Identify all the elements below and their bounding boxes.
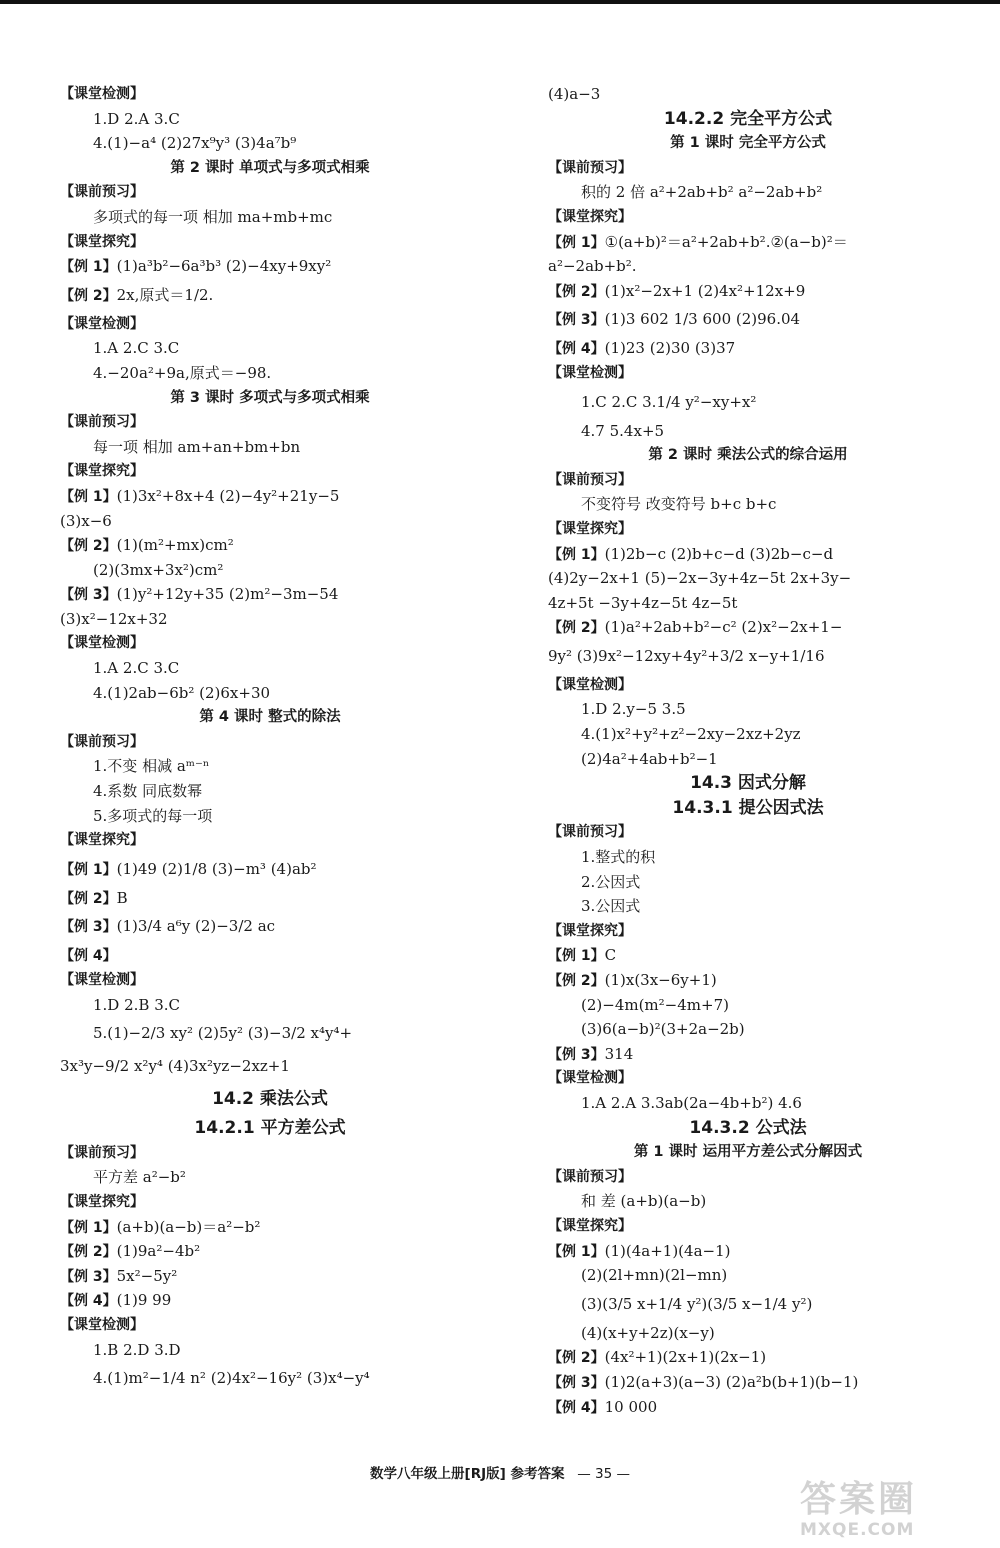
example-answer [60,1239,480,1264]
example-label: 【例 3】 [548,1374,605,1391]
example-label: 【例 1】 [548,234,605,251]
section-tag: 【课堂探究】 [548,1217,632,1234]
example-answer [548,1042,948,1067]
section-tag: 【课堂检测】 [60,86,144,102]
example-label: 【例 3】 [60,1268,117,1285]
answer-line: (3)x−6 [60,511,112,530]
lesson-heading: 第 1 课时 完全平方公式 [670,135,826,152]
answer-line: 4.(1)2ab−6b² (2)6x+30 [93,683,271,702]
footer-title: 数学八年级上册[RJ版] 参考答案 [370,1466,565,1482]
answer-line: 1.D 2.y−5 3.5 [581,700,686,719]
example-answer [60,910,480,943]
section-tag: 【课堂探究】 [60,233,144,250]
answer-line: 4.(1)x²+y²+z²−2xy−2xz+2yz [581,725,801,744]
example-answer [60,1288,480,1313]
lesson-heading: 第 2 课时 乘法公式的综合运用 [648,447,848,464]
answer-line: 1.不变 相减 aᵐ⁻ⁿ [93,757,210,776]
section-tag: 【课堂探究】 [548,520,632,537]
example-label: 【例 1】 [60,488,117,505]
section-tag: 【课堂探究】 [548,208,632,225]
answer-line: (2)4a²+4ab+b²−1 [581,749,718,768]
example-text: (1)x²−2x+1 (2)4x²+12x+9 [604,281,806,300]
example-label: 【例 1】 [60,861,117,878]
example-text: 10 000 [604,1397,658,1416]
example-text: (1)23 (2)30 (3)37 [604,339,736,358]
example-label: 【例 2】 [548,620,605,637]
example-label: 【例 3】 [60,587,117,604]
answer-line: 多项式的每一项 相加 ma+mb+mc [93,207,333,226]
answer-line: (2)−4m(m²−4m+7) [581,995,729,1014]
section-heading: 14.3.1 提公因式法 [672,797,824,818]
example-text: (1)(4a+1)(4a−1) [604,1241,731,1260]
answer-line: 1.C 2.C 3.1/4 y²−xy+x² [581,392,757,411]
right-column [548,82,948,1419]
example-label: 【例 1】 [548,948,605,965]
answer-line: 4.(1)m²−1/4 n² (2)4x²−16y² (3)x⁴−y⁴ [93,1369,370,1388]
example-text: (1)3/4 a⁶y (2)−3/2 ac [116,917,276,936]
answer-line: 3x³y−9/2 x²y⁴ (4)3x²yz−2xz+1 [60,1057,290,1076]
watermark-logo [800,1480,990,1540]
answer-line: 4.−20a²+9a,原式＝−98. [93,363,272,382]
answer-line: 1.A 2.C 3.C [93,339,180,358]
example-text: (1)a²+2ab+b²−c² (2)x²−2x+1− [604,618,843,637]
example-text: (4x²+1)(2x+1)(2x−1) [604,1348,767,1367]
example-text: (1)2b−c (2)b+c−d (3)2b−c−d [604,544,834,563]
section-tag: 【课堂检测】 [60,635,144,652]
example-label: 【例 3】 [548,312,605,329]
section-heading: 14.3.2 公式法 [689,1117,807,1138]
section-tag: 【课堂检测】 [60,972,144,988]
example-label: 【例 2】 [60,890,117,907]
section-tag: 【课前预习】 [60,184,144,201]
section-tag: 【课堂检测】 [548,676,632,693]
example-answer [60,943,480,968]
example-text: (1)3 602 1/3 600 (2)96.04 [604,310,801,329]
answer-line: 每一项 相加 am+an+bm+bn [93,437,301,456]
section-tag: 【课前预习】 [60,414,144,431]
lesson-heading: 第 1 课时 运用平方差公式分解因式 [633,1144,863,1161]
section-tag: 【课堂探究】 [60,832,144,849]
answer-line: 和 差 (a+b)(a−b) [581,1192,707,1211]
example-text: (a+b)(a−b)＝a²−b² [116,1217,261,1236]
example-answer [60,886,480,911]
answer-line: (3)(3/5 x+1/4 y²)(3/5 x−1/4 y²) [581,1294,813,1313]
section-tag: 【课前预习】 [60,733,144,750]
section-tag: 【课前预习】 [548,471,632,488]
answer-line: 3.公因式 [581,897,641,916]
answer-line: 1.D 2.B 3.C [93,995,180,1014]
example-answer [548,336,948,361]
example-text: (1)x(3x−6y+1) [604,971,717,989]
example-text: (1)2(a+3)(a−3) (2)a²b(b+1)(b−1) [604,1372,859,1391]
section-heading: 14.2.2 完全平方公式 [663,108,833,129]
watermark-url: MXQE.COM [800,1520,915,1540]
answer-line: 积的 2 倍 a²+2ab+b² a²−2ab+b² [581,183,823,202]
example-label: 【例 1】 [548,546,605,563]
answer-line: 1.A 2.C 3.C [93,659,180,678]
answer-line: 1.整式的积 [581,848,656,867]
example-answer [548,1239,948,1264]
answer-line: 不变符号 改变符号 b+c b+c [581,495,777,514]
answer-line: 4.(1)−a⁴ (2)27x⁹y³ (3)4a⁷b⁹ [93,134,297,153]
example-label: 【例 2】 [60,1244,117,1261]
answer-line: 4z+5t −3y+4z−5t 4z−5t [548,593,738,612]
answer-line: 9y² (3)9x²−12xy+4y²+3/2 x−y+1/16 [548,646,825,665]
answer-line: 5.多项式的每一项 [93,806,213,825]
example-answer [548,968,948,993]
example-answer [60,484,480,509]
answer-line: 2.公因式 [581,872,641,891]
watermark-text: 答案圈 [800,1479,918,1520]
example-answer [548,943,948,968]
example-text: (1)49 (2)1/8 (3)−m³ (4)ab² [116,859,317,878]
example-text: (1)9a²−4b² [116,1242,201,1261]
section-tag: 【课堂探究】 [60,463,144,480]
example-answer [60,279,480,312]
example-label: 【例 4】 [60,948,117,965]
left-column [60,82,480,1395]
example-answer [60,1264,480,1289]
example-label: 【例 4】 [60,1293,117,1310]
example-text: (1)3x²+8x+4 (2)−4y²+21y−5 [116,486,340,505]
example-text: B [116,888,128,907]
section-tag: 【课堂探究】 [60,1193,144,1210]
lesson-heading: 第 4 课时 整式的除法 [199,709,341,726]
example-answer [548,542,948,567]
example-answer [548,279,948,304]
answer-line: 1.B 2.D 3.D [93,1340,181,1359]
section-heading: 14.3 因式分解 [690,773,806,794]
answer-line: a²−2ab+b². [548,257,637,276]
section-heading: 14.2.1 平方差公式 [194,1118,346,1139]
example-answer [60,853,480,886]
section-tag: 【课堂检测】 [548,1070,632,1087]
example-label: 【例 2】 [60,287,117,304]
answer-line: 1.D 2.A 3.C [93,109,180,128]
example-text: (1)9 99 [116,1291,172,1310]
lesson-heading: 第 2 课时 单项式与多项式相乘 [170,159,370,176]
section-tag: 【课前预习】 [60,1144,144,1161]
example-label: 【例 1】 [60,259,117,276]
example-label: 【例 1】 [60,1219,117,1236]
section-tag: 【课前预习】 [548,1168,632,1185]
example-text: (1)y²+12y+35 (2)m²−3m−54 [116,585,339,604]
example-text: (1)(m²+mx)cm² [116,536,234,555]
answer-line: (4)(x+y+2z)(x−y) [581,1323,715,1342]
answer-line: 4.系数 同底数幂 [93,782,203,801]
example-label: 【例 3】 [60,919,117,936]
example-answer [548,1370,948,1395]
example-text: 314 [604,1044,634,1063]
example-answer [60,582,480,607]
example-text: C [604,946,617,965]
section-heading: 14.2 乘法公式 [212,1089,328,1110]
example-label: 【例 1】 [548,1243,605,1260]
example-answer [548,303,948,336]
example-label: 【例 3】 [548,1046,605,1063]
example-text: (1)a³b²−6a³b³ (2)−4xy+9xy² [116,257,332,276]
answer-line: 平方差 a²−b² [93,1168,186,1187]
example-answer [60,533,480,558]
section-tag: 【课堂检测】 [60,315,144,332]
section-tag: 【课前预习】 [548,824,632,841]
example-label: 【例 4】 [548,1399,605,1416]
example-label: 【例 2】 [548,973,605,989]
example-label: 【例 4】 [548,341,605,358]
answer-line: (3)6(a−b)²(3+2a−2b) [581,1020,745,1039]
section-tag: 【课堂探究】 [548,922,632,939]
example-label: 【例 2】 [548,1350,605,1367]
example-answer [60,254,480,279]
page-number: — 35 — [577,1466,630,1482]
section-tag: 【课堂检测】 [60,1316,144,1333]
answer-line: 1.A 2.A 3.3ab(2a−4b+b²) 4.6 [581,1093,802,1112]
section-tag: 【课堂检测】 [548,364,632,381]
example-label: 【例 2】 [548,283,605,300]
answer-line: (4)2y−2x+1 (5)−2x−3y+4z−5t 2x+3y− [548,569,852,588]
example-answer [548,230,948,255]
answer-line: (4)a−3 [548,85,601,103]
answer-line: (3)x²−12x+32 [60,609,168,628]
example-label: 【例 2】 [60,538,117,555]
example-answer [548,1395,948,1420]
example-text: ①(a+b)²＝a²+2ab+b².②(a−b)²＝ [604,232,848,251]
example-answer [548,1345,948,1370]
example-text: 5x²−5y² [116,1266,178,1285]
example-text: 2x,原式＝1/2. [116,285,214,304]
lesson-heading: 第 3 课时 多项式与多项式相乘 [170,389,370,406]
example-answer [60,1215,480,1240]
answer-line: 4.7 5.4x+5 [581,421,665,440]
answer-line: (2)(3mx+3x²)cm² [93,560,224,579]
answer-line: 5.(1)−2/3 xy² (2)5y² (3)−3/2 x⁴y⁴+ [93,1024,353,1043]
top-rule [0,0,1000,4]
example-answer [548,615,948,640]
section-tag: 【课前预习】 [548,159,632,176]
answer-line: (2)(2l+mn)(2l−mn) [581,1266,728,1285]
